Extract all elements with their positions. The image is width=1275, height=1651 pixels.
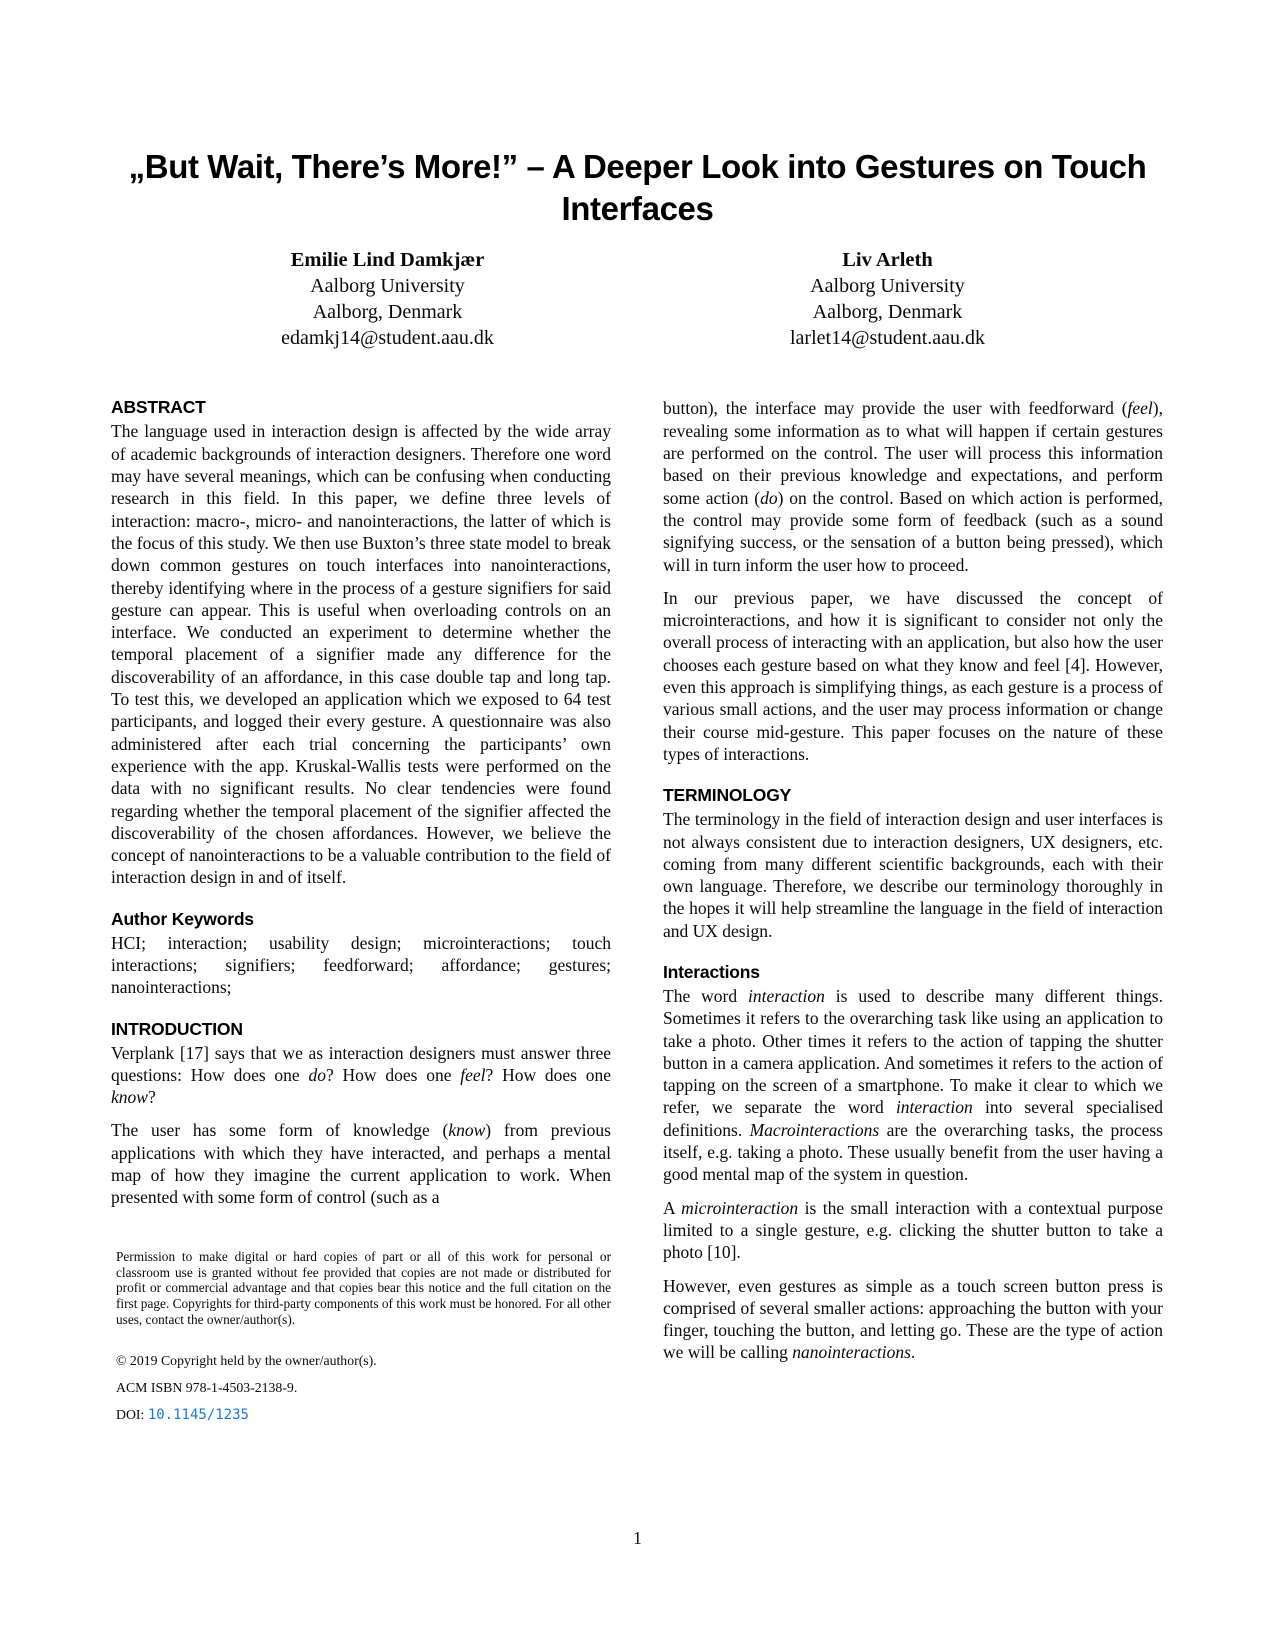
author-block-1: [138, 247, 638, 351]
author-email: edamkj14@student.aau.dk: [281, 327, 494, 350]
subsection-heading-author-keywords: Author Keywords: [111, 908, 254, 929]
author-name: Liv Arleth: [842, 249, 933, 272]
author-location: Aalborg, Denmark: [312, 301, 463, 324]
author-location: Aalborg, Denmark: [812, 301, 963, 324]
section-heading-introduction: INTRODUCTION: [111, 1018, 243, 1039]
two-column-body: [0, 397, 1275, 1434]
left-column: [111, 397, 611, 1434]
doi-link[interactable]: 10.1145/1235: [147, 1407, 249, 1424]
abstract-paragraph: The language used in interaction design is affected by the wide array of academic backgrounds of interaction designers. Therefore one word may have several meanings, which can be confusing when conducting research in this field. In this paper, we define three levels of interaction: macro-, micro- and nanointeractions, the latter of which is the focus of this study. We then use Buxton’s three state model to break down common gestures on touch interfaces into nanointeractions, thereby identifying where in the process of a gesture signifiers for said gesture can appear. This is useful when overloading controls on an interface. We conducted an experiment to determine whether the temporal placement of a signifier made any difference for the discoverability of an affordance, in this case double tap and long tap. To test this, we developed an application which we exposed to 64 test participants, and logged their every gesture. A questionnaire was also administered after each trial concerning the participants’ own experience with the app. Kruskal-Wallis tests were performed on the data with no significant results. No clear tendencies were found regarding whether the temporal placement of the signifier affected the discoverability of the chosen affordances. However, we believe the concept of nanointeractions to be a valuable contribution to the field of interaction design in and of itself.: [111, 421, 611, 888]
subsection-heading-interactions: Interactions: [663, 962, 760, 982]
page-number: 1: [633, 1528, 642, 1548]
permission-footnote: Permission to make digital or hard copies of part or all of this work for personal or classroom use is granted without fee provided that copies are not made or distributed for profit or commercial advantage and that copies bear this notice and the full citation on the first page. Copyrights for third-party components of this work must be honored. For all other uses, contact the owner/author(s).: [116, 1248, 611, 1328]
author-email: larlet14@student.aau.dk: [789, 327, 986, 350]
right-column: [663, 397, 1163, 1434]
copyright-block: [111, 1352, 611, 1424]
copyright-line: © 2019 Copyright held by the owner/author(s).: [116, 1353, 377, 1369]
author-block-2: [638, 247, 1138, 351]
previous-paper-paragraph: In our previous paper, we have discussed the concept of microinteractions, and how it is significant to consider not only the overall process of interacting with an application, but also how the user chooses each gesture based on what they know and feel [4]. However, even this approach is simplifying things, as each gesture is a process of various small actions, and the user may process information or change their course mid-gesture. This paper focuses on the nature of these types of interactions.: [663, 587, 1163, 764]
section-heading-abstract: ABSTRACT: [111, 397, 206, 418]
author-affiliation: Aalborg University: [310, 275, 465, 298]
feedforward-paragraph: button), the interface may provide the user with feedforward (feel), revealing some information as to what will happen if certain gestures are performed on the control. The user will process this information based on their previous knowledge and expectations, and perform some action (do) on the control. Based on which action is performed, the control may provide some form of feedback (such as a sound signifying success, or the sensation of a button being pressed), which will in turn inform the user how to proceed.: [663, 398, 1163, 575]
doi-line: [116, 1406, 611, 1424]
interactions-paragraph-2: A microinteraction is the small interaction with a contextual purpose limited to a single gesture, e.g. clicking the shutter button to take a photo [10].: [663, 1197, 1163, 1263]
interactions-paragraph-3: However, even gestures as simple as a touch screen button press is comprised of several smaller actions: approaching the button with your finger, touching the button, and letting go. These are the type of action we will be calling nanointeractions.: [663, 1275, 1163, 1363]
interactions-paragraph-1: The word interaction is used to describe many different things. Sometimes it refers to the overarching task like using an application to take a photo. Other times it refers to the action of tapping the shutter button in a camera application. And sometimes it refers to the action of tapping on the screen of a smartphone. To make it clear to which we refer, we separate the word interaction into several specialised definitions. Macrointeractions are the overarching tasks, the process itself, e.g. taking a photo. These usually benefit from the user having a good mental map of the system in question.: [663, 986, 1163, 1185]
authors-row: [0, 247, 1275, 351]
paper-title: „But Wait, There’s More!” – A Deeper Look into Gestures on Touch Interfaces: [128, 148, 1147, 228]
author-name: Emilie Lind Damkjær: [290, 249, 485, 272]
isbn-line: ACM ISBN 978-1-4503-2138-9.: [116, 1380, 298, 1396]
keywords-paragraph: HCI; interaction; usability design; microinteractions; touch interactions; signifiers; feedforward; affordance; gestures; nanointeractions;: [111, 932, 611, 998]
section-heading-terminology: TERMINOLOGY: [663, 785, 792, 806]
author-affiliation: Aalborg University: [810, 275, 965, 298]
introduction-paragraph-2: The user has some form of knowledge (know) from previous applications with which they have interacted, and perhaps a mental map of how they imagine the current application to work. When presented with some form of control (such as a: [111, 1120, 611, 1208]
doi-label: DOI:: [116, 1407, 148, 1423]
terminology-paragraph: The terminology in the field of interaction design and user interfaces is not always consistent due to interaction designers, UX designers, etc. coming from many different scientific backgrounds, each with their own language. Therefore, we describe our terminology thoroughly in the hopes it will help streamline the language in the field of interaction and UX design.: [663, 809, 1163, 941]
introduction-paragraph-1: Verplank [17] says that we as interaction designers must answer three questions: How does one do? How does one feel? How does one know?: [111, 1042, 611, 1108]
